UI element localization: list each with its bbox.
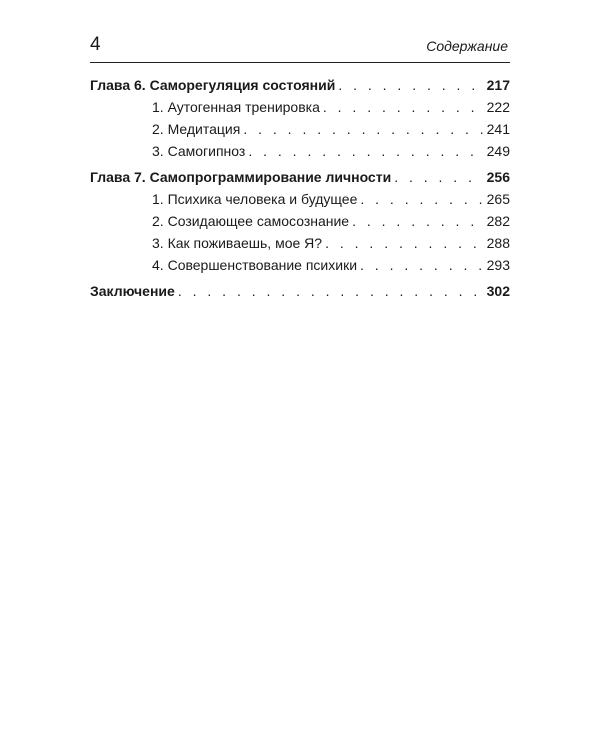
page-number: 4: [90, 34, 101, 55]
section-title: Как поживаешь, мое Я?: [167, 235, 323, 251]
dot-leader: [323, 96, 484, 118]
toc-section-6-3[interactable]: [90, 140, 510, 162]
section-number: 2.: [152, 121, 164, 137]
section-number: 3.: [152, 235, 164, 251]
toc-chapter-7[interactable]: [90, 166, 510, 188]
section-title: Психика человека и будущее: [167, 191, 358, 207]
dot-leader: [394, 166, 483, 188]
toc-chapter-6[interactable]: [90, 74, 510, 96]
dot-leader: [360, 254, 484, 276]
chapter-page-number: 256: [486, 169, 510, 185]
toc-section-6-2[interactable]: [90, 118, 510, 140]
toc-section-7-1[interactable]: [90, 188, 510, 210]
section-number: 2.: [152, 213, 164, 229]
section-number: 1.: [152, 99, 164, 115]
chapter-title: Саморегуляция состояний: [149, 77, 336, 93]
chapter-prefix: Глава 6.: [90, 77, 146, 93]
toc-section-6-1[interactable]: [90, 96, 510, 118]
dot-leader: [360, 188, 483, 210]
dot-leader: [248, 140, 483, 162]
toc-section-7-4[interactable]: [90, 254, 510, 276]
section-page-number: 249: [486, 143, 510, 159]
dot-leader: [338, 74, 483, 96]
section-page-number: 288: [486, 235, 510, 251]
dot-leader: [243, 118, 483, 140]
dot-leader: [325, 232, 484, 254]
chapter-title: Самопрограммирование личности: [149, 169, 392, 185]
section-number: 1.: [152, 191, 164, 207]
page-header: [90, 34, 510, 63]
section-number: 4.: [152, 257, 164, 273]
table-of-contents: [90, 74, 510, 302]
conclusion-page-number: 302: [486, 283, 510, 299]
chapter-page-number: 217: [486, 77, 510, 93]
section-number: 3.: [152, 143, 164, 159]
section-page-number: 293: [486, 257, 510, 273]
section-page-number: 282: [486, 213, 510, 229]
conclusion-title: Заключение: [90, 283, 175, 299]
section-page-number: 222: [486, 99, 510, 115]
toc-section-7-2[interactable]: [90, 210, 510, 232]
section-title: Совершенствование психики: [167, 257, 358, 273]
section-title: Медитация: [167, 121, 241, 137]
toc-section-7-3[interactable]: [90, 232, 510, 254]
section-title: Аутогенная тренировка: [167, 99, 320, 115]
section-page-number: 241: [486, 121, 510, 137]
dot-leader: [352, 210, 484, 232]
dot-leader: [178, 280, 484, 302]
section-title: Созидающее самосознание: [167, 213, 350, 229]
section-page-number: 265: [486, 191, 510, 207]
toc-conclusion[interactable]: [90, 280, 510, 302]
running-title: Содержание: [426, 38, 508, 54]
section-title: Самогипноз: [167, 143, 246, 159]
chapter-prefix: Глава 7.: [90, 169, 146, 185]
